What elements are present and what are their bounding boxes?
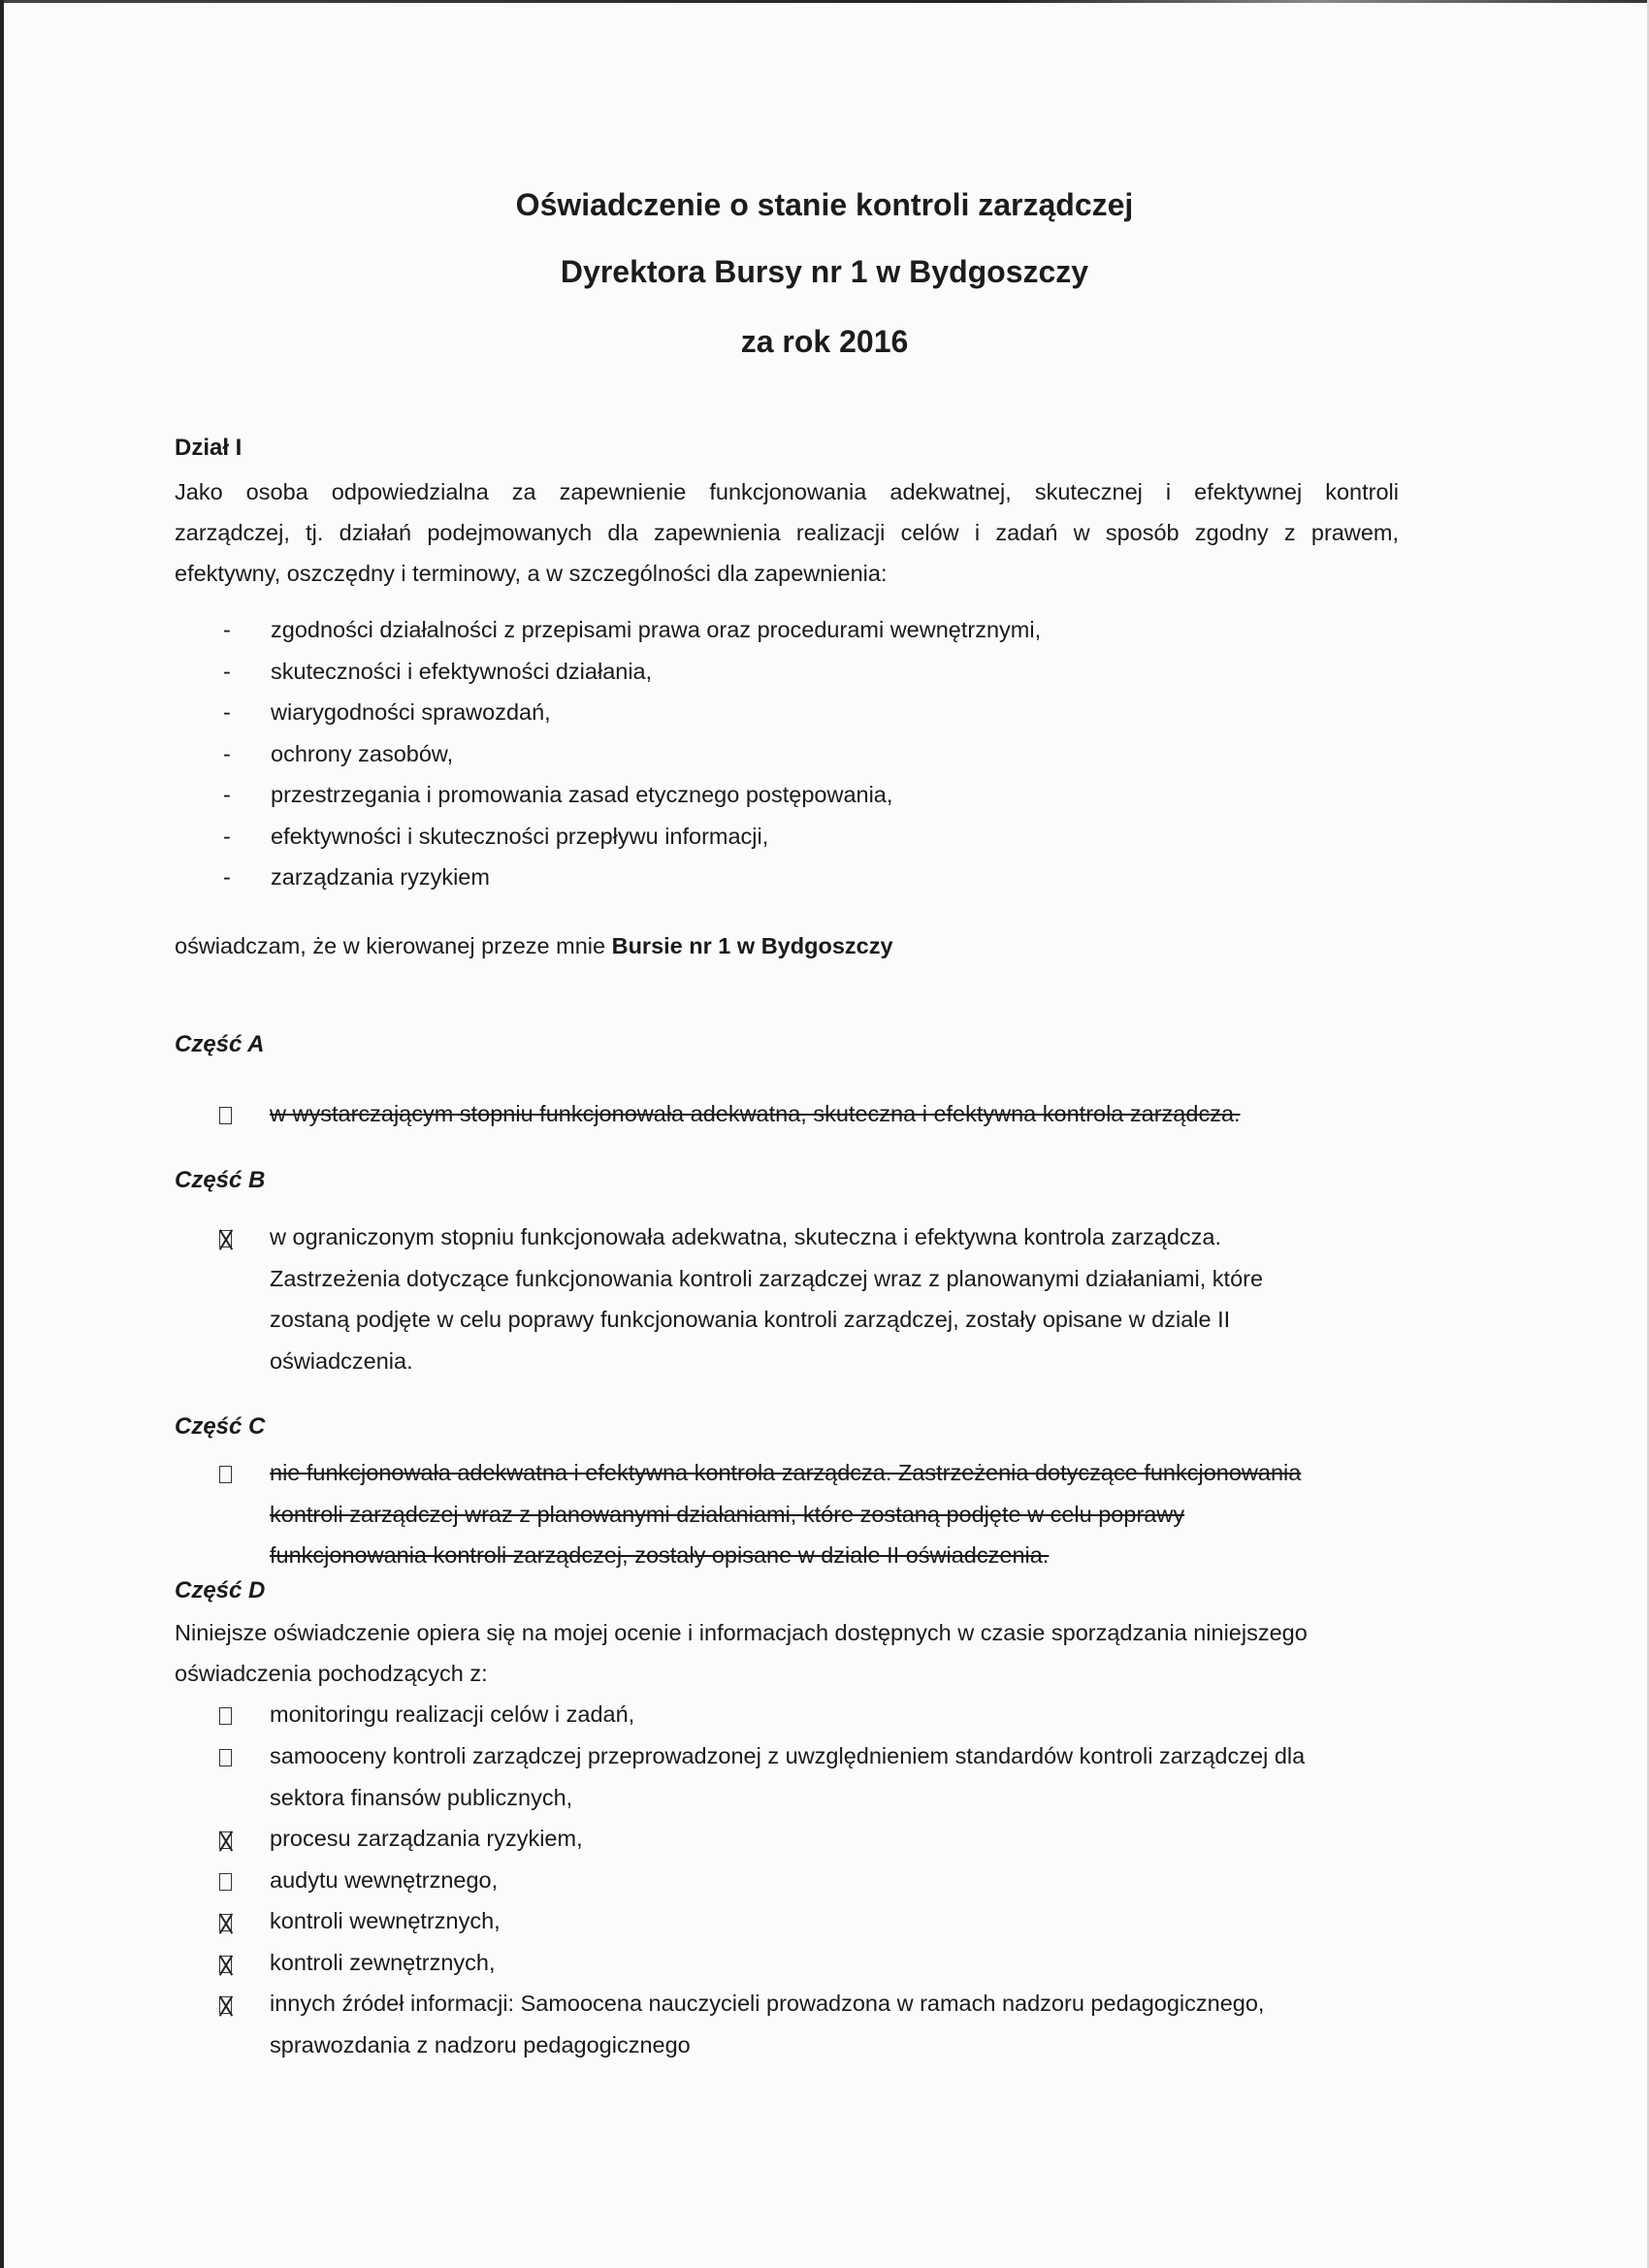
checkbox-checked-icon xyxy=(219,1956,232,1973)
dash-bullet: - xyxy=(223,740,231,766)
part-d-intro-line-1: Niniejsze oświadczenie opiera się na mojej ocenie i informacjach dostępnych w czasie sporządzania niniejszego xyxy=(175,1620,1308,1645)
part-a-option: w wystarczającym stopniu funkcjonowała adekwatna, skuteczna i efektywna kontrola zarządcza. xyxy=(219,1093,1241,1135)
checkbox-unchecked-icon xyxy=(219,1466,232,1483)
document-year: za rok 2016 xyxy=(740,324,909,359)
list-item: - wiarygodności sprawozdań, xyxy=(223,692,1041,733)
part-b-heading: Część B xyxy=(175,1167,266,1193)
list-item: - przestrzegania i promowania zasad etycznego postępowania, xyxy=(223,774,1041,816)
checkbox-unchecked-icon xyxy=(219,1749,232,1766)
checkbox-checked-icon xyxy=(219,1831,232,1849)
list-item: - zarządzania ryzykiem xyxy=(223,857,1041,898)
document-title: Oświadczenie o stanie kontroli zarządczej xyxy=(515,187,1134,222)
intro-line-2: zarządczej, tj. działań podejmowanych dla zapewnienia realizacji celów i zadań w sposób zgodny z prawem, xyxy=(175,520,1399,545)
declaration-line: oświadczam, że w kierowanej przeze mnie Bursie nr 1 w Bydgoszczy xyxy=(175,933,893,958)
dash-bullet: - xyxy=(223,823,231,849)
dash-bullet: - xyxy=(223,699,231,725)
source-item-self-assessment: samooceny kontroli zarządczej przeprowadzonej z uwzględnieniem standardów kontroli zarządczej dla sektora finansów publicznych, xyxy=(219,1735,1305,1818)
document-subtitle: Dyrektora Bursy nr 1 w Bydgoszczy xyxy=(560,254,1089,289)
source-item-monitoring: monitoringu realizacji celów i zadań, xyxy=(219,1694,634,1735)
section-heading-dzial-1: Dział I xyxy=(175,435,242,461)
list-item: - skuteczności i efektywności działania, xyxy=(223,651,1041,693)
checkbox-checked-icon xyxy=(219,1230,232,1247)
part-b-option: w ograniczonym stopniu funkcjonowała adekwatna, skuteczna i efektywna kontrola zarządcza. Zastrzeżenia dotyczące funkcjonowania kontroli zarządczej wraz z planowanymi działaniami, które zostaną podjęte w celu poprawy funkcjonowania kontroli zarządczej, zostały opisane w dziale II oświadczenia. xyxy=(219,1216,1263,1381)
dash-bullet: - xyxy=(223,782,231,807)
list-item: - efektywności i skuteczności przepływu informacji, xyxy=(223,816,1041,858)
institution-name: Bursie nr 1 w Bydgoszczy xyxy=(611,933,893,958)
part-d-intro-line-2: oświadczenia pochodzących z: xyxy=(175,1661,488,1686)
source-item-other: innych źródeł informacji: Samoocena nauczycieli prowadzona w ramach nadzoru pedagogicznego, sprawozdania z nadzoru pedagogicznego xyxy=(219,1983,1264,2065)
part-a-heading: Część A xyxy=(175,1031,265,1057)
source-item-risk-management: procesu zarządzania ryzykiem, xyxy=(219,1818,583,1860)
dash-bullet: - xyxy=(223,658,231,684)
dash-bullet: - xyxy=(223,617,231,642)
checkbox-unchecked-icon xyxy=(219,1707,232,1725)
part-d-heading: Część D xyxy=(175,1577,266,1604)
checkbox-unchecked-icon xyxy=(219,1873,232,1891)
part-c-heading: Część C xyxy=(175,1413,266,1440)
requirements-list xyxy=(223,609,1041,898)
checkbox-checked-icon xyxy=(219,1914,232,1931)
checkbox-unchecked-icon xyxy=(219,1107,232,1124)
scan-edge-top xyxy=(0,0,1649,3)
list-item: - zgodności działalności z przepisami prawa oraz procedurami wewnętrznymi, xyxy=(223,609,1041,651)
checkbox-checked-icon xyxy=(219,1996,232,2014)
source-item-internal-controls: kontroli wewnętrznych, xyxy=(219,1900,501,1942)
list-item: - ochrony zasobów, xyxy=(223,733,1041,775)
part-c-option: nie funkcjonowała adekwatna i efektywna kontrola zarządcza. Zastrzeżenia dotyczące funkcjonowania kontroli zarządczej wraz z planowanymi działaniami, które zostaną podjęte w celu poprawy funkcjonowania kontroli zarządczej, zostały opisane w dziale II oświadczenia. xyxy=(219,1452,1301,1576)
source-item-internal-audit: audytu wewnętrznego, xyxy=(219,1860,498,1901)
intro-line-3: efektywny, oszczędny i terminowy, a w szczególności dla zapewnienia: xyxy=(175,561,888,586)
intro-line-1: Jako osoba odpowiedzialna za zapewnienie funkcjonowania adekwatnej, skutecznej i efektywnej kontroli xyxy=(175,479,1399,504)
source-item-external-controls: kontroli zewnętrznych, xyxy=(219,1942,496,1984)
dash-bullet: - xyxy=(223,864,231,890)
